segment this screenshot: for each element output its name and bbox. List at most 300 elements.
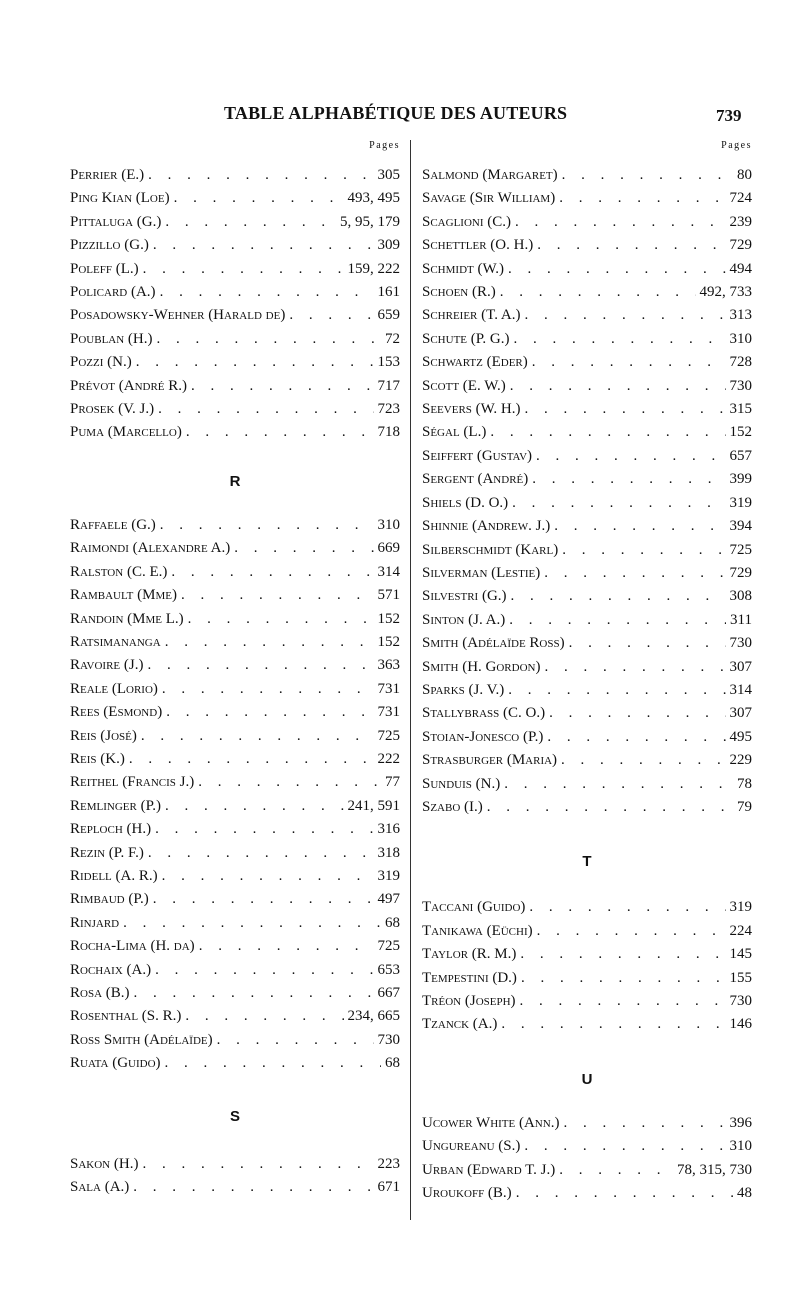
leader-dots (165, 1052, 381, 1075)
leader-dots (515, 211, 726, 234)
index-entry (70, 351, 400, 374)
page-refs: 316 (377, 821, 400, 838)
page-refs: 729 (729, 564, 752, 581)
author-name: Perrier (E.) (70, 167, 145, 183)
index-entry (422, 1135, 752, 1158)
index-entry (422, 258, 752, 281)
page-refs: 571 (377, 587, 400, 604)
leader-dots (549, 702, 725, 725)
s-entries-right (422, 164, 752, 819)
index-entry (70, 584, 400, 607)
author-name: Taccani (Guido) (422, 899, 526, 916)
index-entry (70, 748, 400, 771)
leader-dots (198, 771, 381, 794)
index-entry (422, 375, 752, 398)
page-refs: 659 (377, 307, 400, 324)
index-entry (422, 702, 752, 725)
index-entry (422, 749, 752, 772)
leader-dots (171, 561, 373, 584)
index-entry (70, 888, 400, 911)
author-name: Schwartz (Eder) (422, 354, 528, 371)
page-refs: 77 (385, 774, 400, 791)
page-refs: 653 (377, 961, 400, 978)
leader-dots (162, 865, 374, 888)
index-entry (70, 187, 400, 210)
leader-dots (160, 281, 374, 304)
index-entry (70, 281, 400, 304)
section-letter-r: R (229, 472, 241, 490)
index-entry (70, 375, 400, 398)
leader-dots (157, 328, 382, 351)
page-refs: 68 (385, 1055, 400, 1072)
r-entries (70, 514, 400, 1076)
author-name: Ratsimananga (70, 633, 161, 650)
page-refs: 314 (377, 563, 400, 580)
leader-dots (529, 896, 725, 919)
leader-dots (516, 1182, 733, 1205)
index-entry (422, 539, 752, 562)
page-refs: 671 (377, 1179, 400, 1196)
leader-dots (147, 654, 373, 677)
index-entry (422, 656, 752, 679)
index-entry (70, 537, 400, 560)
leader-dots (504, 773, 733, 796)
page-refs: 79 (737, 798, 752, 815)
page-refs: 153 (377, 354, 400, 371)
leader-dots (511, 585, 726, 608)
author-name: Scott (E. W.) (422, 377, 506, 394)
page-refs: 319 (377, 867, 400, 884)
author-name: Rosenthal (S. R.) (70, 1008, 182, 1025)
author-name: Schreier (T. A.) (422, 307, 521, 324)
index-entry (422, 515, 752, 538)
leader-dots (134, 982, 374, 1005)
leader-dots (123, 912, 381, 935)
index-entry (70, 1052, 400, 1075)
page-refs: 731 (377, 680, 400, 697)
leader-dots (532, 351, 726, 374)
author-name: Silverman (Lestie) (422, 564, 541, 581)
page-refs: 396 (729, 1114, 752, 1131)
page-refs: 730 (729, 377, 752, 394)
page-refs: 310 (729, 1138, 752, 1155)
leader-dots (141, 725, 374, 748)
author-name: Pittaluga (G.) (70, 213, 162, 230)
page-refs: 718 (377, 424, 400, 441)
page-refs: 224 (729, 922, 752, 939)
index-entry (70, 608, 400, 631)
index-entry (422, 967, 752, 990)
page-refs: 78 (737, 775, 752, 792)
page-refs: 48 (737, 1185, 752, 1202)
leader-dots (508, 679, 725, 702)
leader-dots (185, 1005, 343, 1028)
author-name: Poublan (H.) (70, 330, 153, 347)
page-refs: 315 (729, 401, 752, 418)
page-refs: 241, 591 (347, 797, 400, 814)
leader-dots (129, 748, 374, 771)
leader-dots (166, 701, 373, 724)
leader-dots (562, 539, 725, 562)
author-name: Sala (A.) (70, 1179, 130, 1196)
author-name: Policard (A.) (70, 284, 156, 301)
index-entry (422, 351, 752, 374)
leader-dots (155, 818, 373, 841)
index-entry (422, 562, 752, 585)
author-name: Schute (P. G.) (422, 330, 510, 347)
author-name: Rochaix (A.) (70, 961, 152, 978)
page-refs: 725 (729, 541, 752, 558)
author-name: Pozzi (N.) (70, 354, 132, 371)
page-refs: 229 (729, 752, 752, 769)
leader-dots (217, 1029, 374, 1052)
author-name: Sakon (H.) (70, 1155, 139, 1172)
leader-dots (158, 398, 373, 421)
author-name: Uroukoff (B.) (422, 1185, 512, 1202)
leader-dots (234, 537, 373, 560)
author-name: Ucower White (Ann.) (422, 1114, 560, 1131)
leader-dots (160, 514, 374, 537)
page-refs: 152 (729, 424, 752, 441)
section-letter-t: T (582, 853, 592, 871)
author-name: Smith (Adélaïde Ross) (422, 635, 565, 652)
leader-dots (133, 1176, 373, 1199)
author-name: Poleff (L.) (70, 260, 139, 277)
page-refs: 307 (729, 658, 752, 675)
page-refs: 313 (729, 307, 752, 324)
page-refs: 399 (729, 471, 752, 488)
page-refs: 239 (729, 213, 752, 230)
author-name: Seevers (W. H.) (422, 401, 521, 418)
page-refs: 307 (729, 705, 752, 722)
leader-dots (191, 375, 373, 398)
index-entry (70, 514, 400, 537)
leader-dots (153, 888, 374, 911)
author-name: Szabo (I.) (422, 798, 483, 815)
index-entry (70, 771, 400, 794)
index-entry (70, 561, 400, 584)
index-entry (70, 258, 400, 281)
page-refs: 363 (377, 657, 400, 674)
author-name: Rezin (P. F.) (70, 844, 144, 861)
author-name: Posadowsky-Wehner (Harald de) (70, 307, 286, 324)
page-refs: 145 (729, 946, 752, 963)
index-entry (70, 211, 400, 234)
author-name: Smith (H. Gordon) (422, 658, 541, 675)
author-name: Rinjard (70, 914, 120, 931)
index-entry (422, 445, 752, 468)
index-entry (70, 654, 400, 677)
leader-dots (490, 421, 725, 444)
author-name: Taylor (R. M.) (422, 946, 517, 963)
leader-dots (562, 164, 733, 187)
left-column (70, 140, 400, 1199)
index-entry (422, 726, 752, 749)
leader-dots (512, 492, 725, 515)
page-refs: 311 (730, 611, 752, 628)
u-entries (422, 1112, 752, 1206)
leader-dots (554, 515, 725, 538)
index-entry (422, 585, 752, 608)
leader-dots (148, 842, 374, 865)
index-entry (70, 234, 400, 257)
leader-dots (520, 990, 726, 1013)
page-refs: 80 (737, 167, 752, 183)
page-refs: 152 (377, 633, 400, 650)
page-refs: 223 (377, 1155, 400, 1172)
index-entry (422, 211, 752, 234)
author-name: Reis (José) (70, 727, 137, 744)
index-entry (422, 943, 752, 966)
leader-dots (153, 234, 374, 257)
page-refs: 495 (729, 728, 752, 745)
author-name: Raffaele (G.) (70, 516, 156, 533)
author-name: Stoian-Jonesco (P.) (422, 728, 544, 745)
leader-dots (510, 375, 726, 398)
page-refs: 310 (729, 330, 752, 347)
page-refs: 394 (729, 518, 752, 535)
leader-dots (524, 1135, 725, 1158)
leader-dots (500, 281, 696, 304)
page-number: 739 (716, 106, 742, 125)
index-entry (70, 935, 400, 958)
p-entries (70, 164, 400, 445)
author-name: Salmond (Margaret) (422, 167, 558, 183)
leader-dots (509, 609, 726, 632)
index-entry (422, 421, 752, 444)
page-refs: 729 (729, 237, 752, 254)
index-entry (70, 328, 400, 351)
column-divider (410, 140, 411, 1220)
index-entry (422, 304, 752, 327)
index-entry (70, 1029, 400, 1052)
index-entry (70, 1005, 400, 1028)
page-refs: 493, 495 (347, 190, 400, 207)
page-refs: 657 (729, 447, 752, 464)
index-entry (422, 492, 752, 515)
index-entry (70, 912, 400, 935)
right-column (422, 140, 752, 1205)
author-name: Ross Smith (Adélaïde) (70, 1031, 213, 1048)
author-name: Rimbaud (P.) (70, 891, 149, 908)
author-name: Silberschmidt (Karl) (422, 541, 559, 558)
leader-dots (148, 164, 373, 187)
leader-dots (520, 943, 725, 966)
author-name: Reithel (Francis J.) (70, 774, 195, 791)
author-name: Randoin (Mme L.) (70, 610, 184, 627)
page-refs: 159, 222 (347, 260, 400, 277)
author-name: Rambault (Mme) (70, 587, 177, 604)
author-name: Sinton (J. A.) (422, 611, 506, 628)
leader-dots (162, 678, 374, 701)
page-refs: 717 (377, 377, 400, 394)
page-refs: 669 (377, 540, 400, 557)
author-name: Remlinger (P.) (70, 797, 162, 814)
page-refs: 730 (729, 635, 752, 652)
index-entry (422, 1159, 752, 1182)
index-entry (422, 281, 752, 304)
author-name: Rosa (B.) (70, 985, 130, 1001)
author-name: Scaglioni (C.) (422, 213, 511, 230)
page-refs: 494 (729, 260, 752, 277)
leader-dots (561, 749, 725, 772)
author-name: Savage (Sir William) (422, 190, 556, 207)
author-name: Sparks (J. V.) (422, 681, 505, 698)
author-name: Puma (Marcello) (70, 424, 182, 441)
author-name: Shiels (D. O.) (422, 494, 509, 511)
leader-dots (508, 258, 725, 281)
author-name: Ridell (A. R.) (70, 867, 158, 884)
page-refs: 725 (377, 727, 400, 744)
index-entry (70, 982, 400, 1005)
page-refs: 152 (377, 610, 400, 627)
leader-dots (559, 187, 725, 210)
section-letter-s: S (229, 1107, 240, 1125)
page-refs: 731 (377, 704, 400, 721)
author-name: Prévot (André R.) (70, 377, 188, 394)
t-entries (422, 896, 752, 1036)
index-entry (422, 990, 752, 1013)
index-entry (422, 679, 752, 702)
page-refs: 68 (385, 914, 400, 931)
author-name: Reale (Lorio) (70, 680, 158, 697)
index-entry (70, 959, 400, 982)
author-name: Reis (K.) (70, 750, 125, 767)
leader-dots (186, 421, 374, 444)
author-name: Urban (Edward T. J.) (422, 1161, 556, 1178)
author-name: Tzanck (A.) (422, 1016, 498, 1033)
author-name: Strasburger (Maria) (422, 752, 558, 769)
index-entry (422, 234, 752, 257)
author-name: Silvestri (G.) (422, 588, 507, 605)
page-refs: 234, 665 (347, 1008, 400, 1025)
author-name: Schettler (O. H.) (422, 237, 534, 254)
index-entry (70, 795, 400, 818)
index-entry (422, 773, 752, 796)
page-refs: 310 (377, 516, 400, 533)
page-refs: 146 (729, 1016, 752, 1033)
page-refs: 730 (729, 993, 752, 1009)
index-entry (422, 1182, 752, 1205)
author-name: Tanikawa (Eüchi) (422, 922, 533, 939)
leader-dots (544, 656, 725, 679)
author-name: Raimondi (Alexandre A.) (70, 540, 231, 557)
index-entry (422, 609, 752, 632)
page-refs: 319 (729, 494, 752, 511)
leader-dots (188, 608, 374, 631)
page-refs: 78, 315, 730 (677, 1161, 752, 1178)
section-letter-u: U (581, 1070, 593, 1088)
leader-dots (559, 1159, 673, 1182)
page-refs: 723 (377, 401, 400, 418)
pages-label: Pages (721, 140, 752, 151)
author-name: Ségal (L.) (422, 424, 487, 441)
page-refs: 222 (377, 750, 400, 767)
leader-dots (136, 351, 374, 374)
author-name: Stallybrass (C. O.) (422, 705, 546, 722)
leader-dots (181, 584, 374, 607)
page-refs: 161 (377, 284, 400, 301)
author-name: Rocha-Lima (H. da) (70, 938, 195, 955)
author-name: Tempestini (D.) (422, 969, 517, 986)
index-entry (422, 920, 752, 943)
leader-dots (155, 959, 373, 982)
index-entry (70, 631, 400, 654)
author-name: Ravoire (J.) (70, 657, 144, 674)
index-entry (422, 1013, 752, 1036)
leader-dots (165, 211, 336, 234)
leader-dots (536, 445, 725, 468)
author-name: Tréon (Joseph) (422, 993, 516, 1009)
page-refs: 309 (377, 237, 400, 254)
page-refs: 319 (729, 899, 752, 916)
leader-dots (537, 234, 725, 257)
index-entry (70, 164, 400, 187)
author-name: Ungureanu (S.) (422, 1138, 521, 1155)
leader-dots (563, 1112, 725, 1135)
leader-dots (501, 1013, 725, 1036)
author-name: Schmidt (W.) (422, 260, 505, 277)
index-entry (70, 842, 400, 865)
leader-dots (525, 398, 726, 421)
author-name: Ping Kian (Loe) (70, 190, 170, 207)
index-entry (70, 1153, 400, 1176)
author-name: Prosek (V. J.) (70, 401, 155, 418)
index-entry (422, 796, 752, 819)
leader-dots (289, 304, 373, 327)
page-refs: 724 (729, 190, 752, 207)
page-refs: 72 (385, 330, 400, 347)
index-entry (422, 632, 752, 655)
page-refs: 492, 733 (699, 284, 752, 301)
page-refs: 725 (377, 938, 400, 955)
leader-dots (165, 631, 374, 654)
leader-dots (547, 726, 725, 749)
pages-label: Pages (369, 140, 400, 151)
index-entry (70, 398, 400, 421)
leader-dots (544, 562, 725, 585)
index-entry (70, 818, 400, 841)
author-name: Sunduis (N.) (422, 775, 501, 792)
author-name: Ruata (Guido) (70, 1055, 161, 1072)
page-refs: 308 (729, 588, 752, 605)
leader-dots (143, 258, 344, 281)
index-entry (70, 1176, 400, 1199)
page-title: TABLE ALPHABÉTIQUE DES AUTEURS (224, 103, 568, 123)
leader-dots (521, 967, 726, 990)
page-refs: 728 (729, 354, 752, 371)
leader-dots (142, 1153, 373, 1176)
leader-dots (569, 632, 726, 655)
leader-dots (199, 935, 374, 958)
index-entry (422, 328, 752, 351)
index-entry (70, 865, 400, 888)
index-entry (70, 701, 400, 724)
leader-dots (514, 328, 726, 351)
index-entry (422, 896, 752, 919)
author-name: Seiffert (Gustav) (422, 447, 533, 464)
index-entry (70, 678, 400, 701)
author-name: Pizzillo (G.) (70, 237, 149, 254)
index-entry (422, 164, 752, 187)
page-refs: 667 (377, 985, 400, 1001)
author-name: Rees (Esmond) (70, 704, 163, 721)
page-refs: 318 (377, 844, 400, 861)
author-name: Reploch (H.) (70, 821, 152, 838)
index-entry (422, 1112, 752, 1135)
leader-dots (532, 468, 725, 491)
author-name: Ralston (C. E.) (70, 563, 168, 580)
